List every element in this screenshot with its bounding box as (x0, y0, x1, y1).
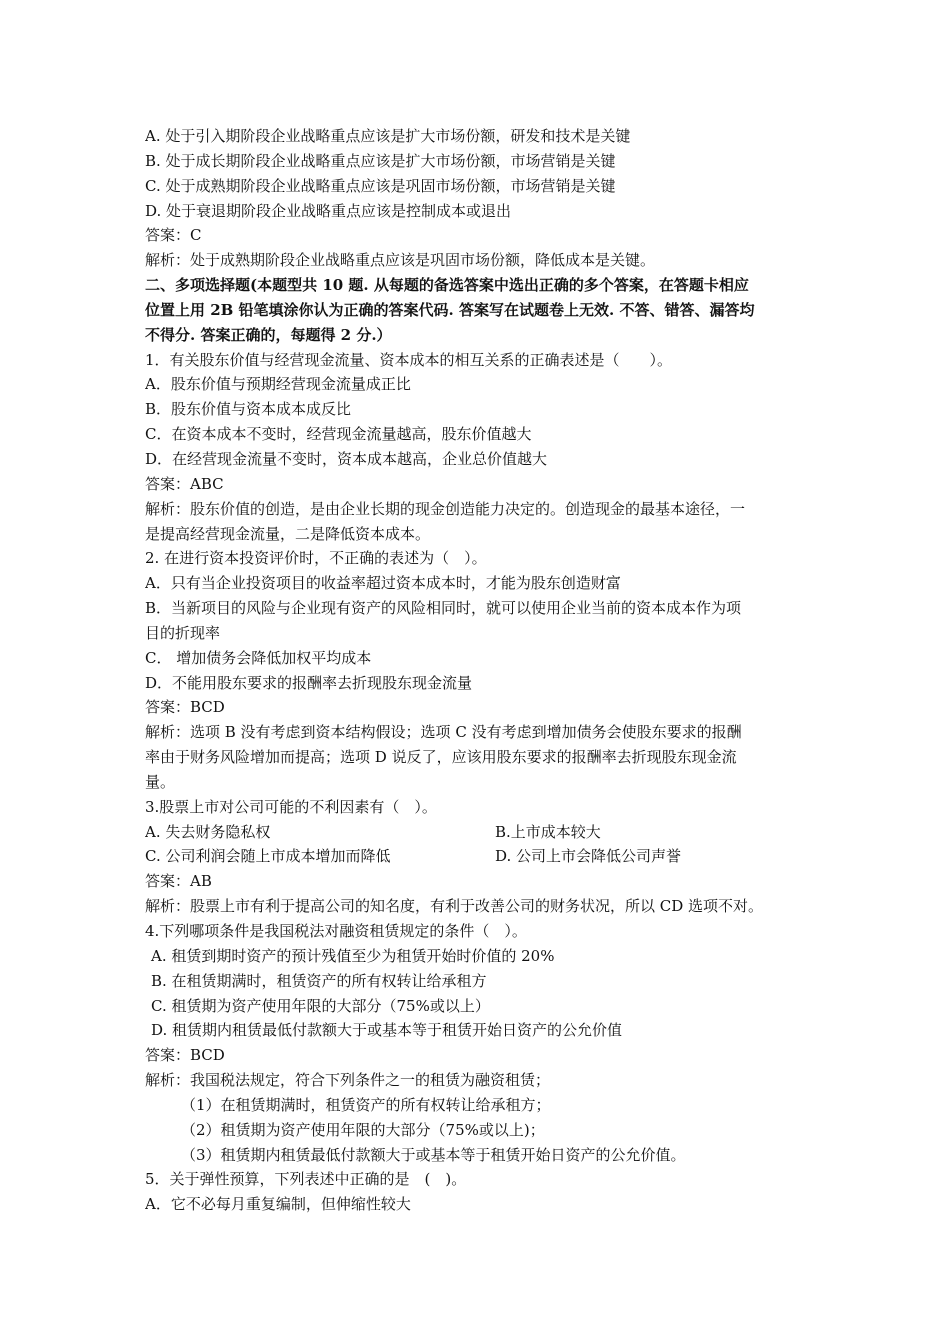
q1-option-d: D．在经营现金流量不变时，资本成本越高，企业总价值越大 (145, 449, 548, 468)
q3-options-row-1 (145, 820, 810, 845)
question-3: 3.股票上市对公司可能的不利因素有（ ）。 (145, 797, 437, 816)
q4-explanation: 解析：我国税法规定，符合下列条件之一的租赁为融资租赁； (145, 1071, 551, 1090)
q2-explanation-line-3: 量。 (145, 772, 176, 791)
q4-condition-1: （1）在租赁期满时，租赁资产的所有权转让给承租方； (181, 1095, 551, 1114)
q2-option-b-line-2: 目的折现率 (145, 623, 221, 642)
q2-option-b-line-1: B．当新项目的风险与企业现有资产的风险相同时，就可以使用企业当前的资本成本作为项 (145, 599, 742, 618)
option-b-line: B. 处于成长期阶段企业战略重点应该是扩大市场份额，市场营销是关键 (145, 151, 616, 170)
explanation-line: 解析：处于成熟期阶段企业战略重点应该是巩固市场份额，降低成本是关键。 (145, 251, 656, 270)
q4-option-a: A. 租赁到期时资产的预计残值至少为租赁开始时价值的 20% (151, 946, 555, 965)
option-a-line: A. 处于引入期阶段企业战略重点应该是扩大市场份额，研发和技术是关键 (145, 127, 631, 145)
q1-option-a: A．股东价值与预期经营现金流量成正比 (145, 375, 411, 394)
q4-answer: 答案：BCD (145, 1046, 225, 1065)
question-2: 2. 在进行资本投资评价时，不正确的表述为（ ）。 (145, 549, 487, 568)
section-heading-line-3: 不得分. 答案正确的，每题得 2 分.） (145, 325, 392, 344)
question-4: 4.下列哪项条件是我国税法对融资租赁规定的条件（ ）。 (145, 922, 527, 940)
q4-condition-2: （2）租赁期为资产使用年限的大部分（75%或以上)； (181, 1120, 545, 1139)
q4-option-d: D. 租赁期内租赁最低付款额大于或基本等于租赁开始日资产的公允价值 (151, 1021, 623, 1040)
q3-options-row-2 (145, 844, 810, 869)
q2-answer: 答案：BCD (145, 698, 225, 717)
q4-condition-3: （3）租赁期内租赁最低付款额大于或基本等于租赁开始日资产的公允价值。 (181, 1145, 686, 1164)
q3-answer: 答案：AB (145, 872, 212, 891)
section-heading-line-1: 二、多项选择题(本题型共 10 题. 从每题的备选答案中选出正确的多个答案，在答题卡相应 (145, 276, 749, 295)
q3-explanation: 解析：股票上市有利于提高公司的知名度，有利于改善公司的财务状况，所以 CD 选项不对。 (145, 897, 764, 916)
q3-option-a: A. 失去财务隐私权 (145, 822, 271, 841)
section-heading-line-2: 位置上用 2B 铅笔填涂你认为正确的答案代码. 答案写在试题卷上无效. 不答、错答、漏答均 (145, 300, 755, 319)
q3-option-d: D. 公司上市会降低公司声誉 (495, 847, 682, 866)
q1-option-c: C．在资本成本不变时，经营现金流量越高，股东价值越大 (145, 425, 532, 444)
q1-answer: 答案：ABC (145, 474, 224, 493)
q3-option-b: B.上市成本较大 (495, 822, 601, 841)
question-5: 5．关于弹性预算，下列表述中正确的是 ( )。 (145, 1170, 467, 1189)
q4-option-b: B. 在租赁期满时，租赁资产的所有权转让给承租方 (151, 971, 487, 990)
question-1: 1．有关股东价值与经营现金流量、资本成本的相互关系的正确表述是（ ）。 (145, 350, 673, 369)
option-c-line: C. 处于成熟期阶段企业战略重点应该是巩固市场份额，市场营销是关键 (145, 176, 616, 195)
q1-explanation-line-1: 解析：股东价值的创造，是由企业长期的现金创造能力决定的。创造现金的最基本途径，一 (145, 499, 746, 518)
q2-option-a: A．只有当企业投资项目的收益率超过资本成本时，才能为股东创造财富 (145, 574, 621, 593)
q4-option-c: C. 租赁期为资产使用年限的大部分（75%或以上） (151, 996, 490, 1015)
q2-option-d: D．不能用股东要求的报酬率去折现股东现金流量 (145, 673, 473, 692)
q3-option-c: C. 公司利润会随上市成本增加而降低 (145, 847, 391, 866)
q2-explanation-line-2: 率由于财务风险增加而提高；选项 D 说反了，应该用股东要求的报酬率去折现股东现金流 (145, 748, 737, 767)
q5-option-a: A．它不必每月重复编制，但伸缩性较大 (145, 1195, 411, 1214)
answer-line: 答案：C (145, 226, 202, 245)
q1-option-b: B．股东价值与资本成本成反比 (145, 400, 352, 419)
q1-explanation-line-2: 是提高经营现金流量，二是降低资本成本。 (145, 524, 431, 543)
q2-option-c: C． 增加债务会降低加权平均成本 (145, 648, 372, 667)
option-d-line: D. 处于衰退期阶段企业战略重点应该是控制成本或退出 (145, 201, 512, 220)
q2-explanation-line-1: 解析：选项 B 没有考虑到资本结构假设；选项 C 没有考虑到增加债务会使股东要求的报酬 (145, 723, 742, 742)
